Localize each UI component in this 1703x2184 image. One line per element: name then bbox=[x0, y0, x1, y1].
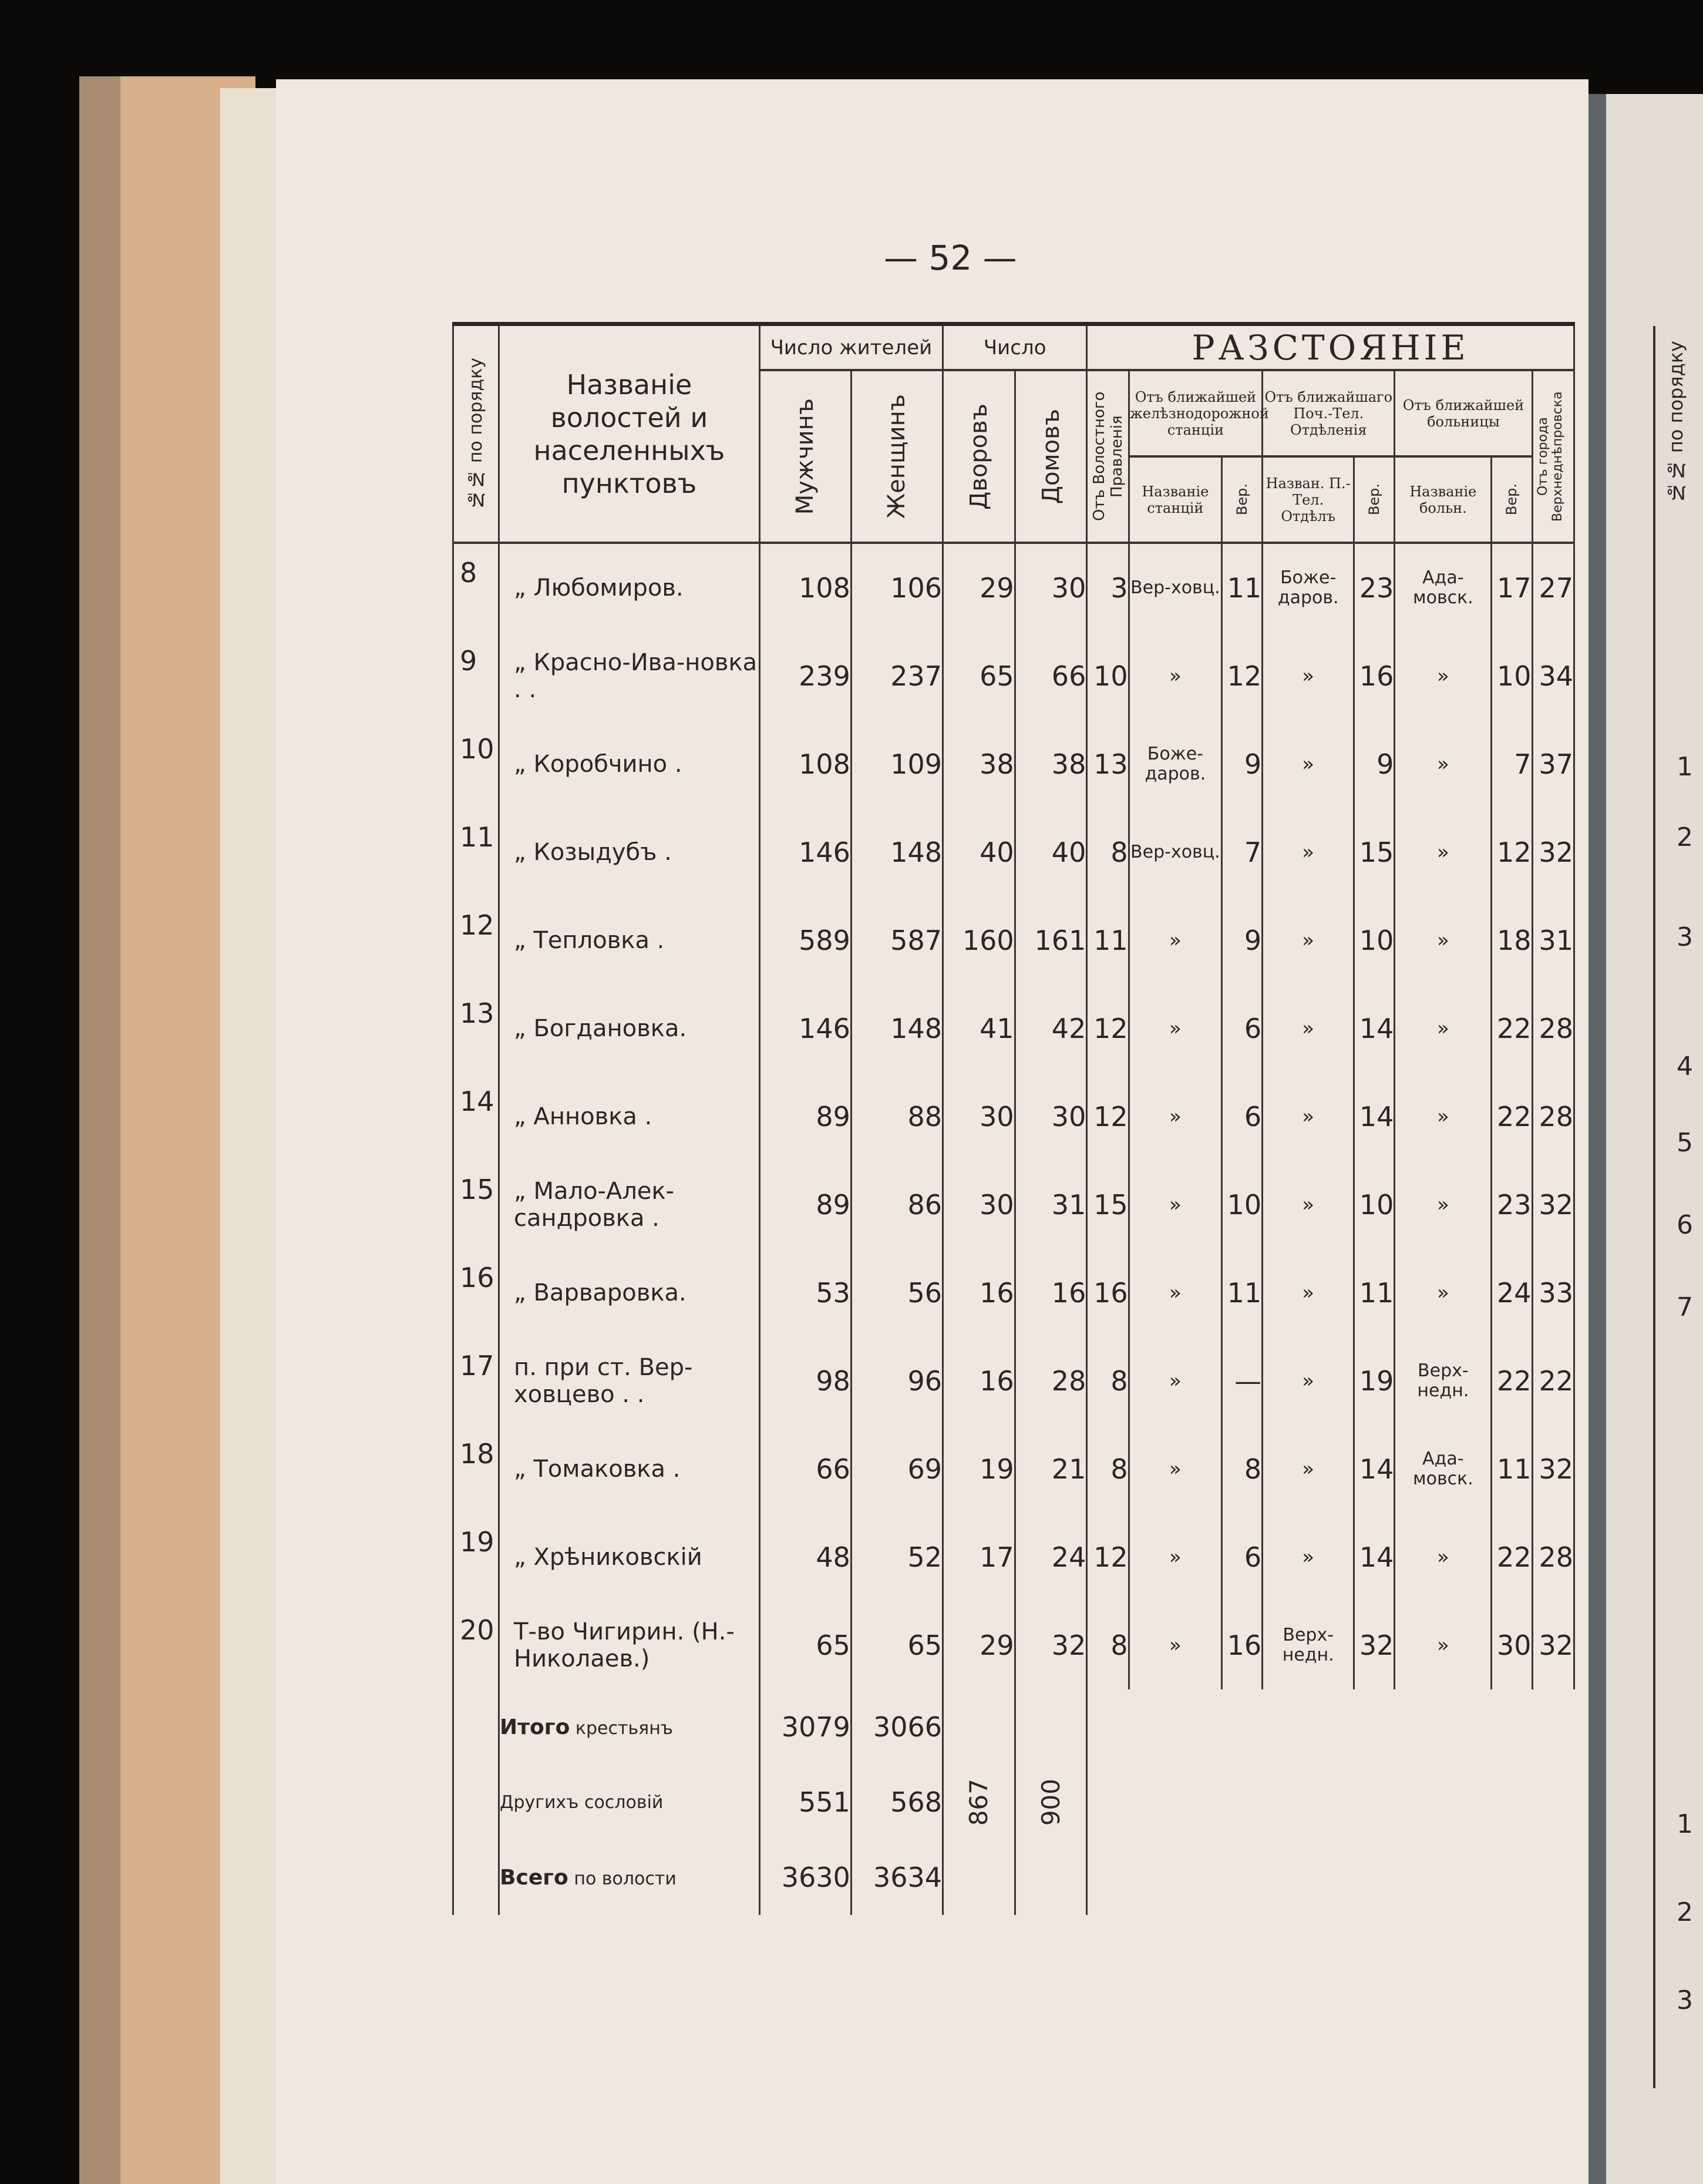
rail-distance: 11 bbox=[1222, 543, 1263, 632]
rail-distance: 7 bbox=[1222, 808, 1263, 896]
rail-station: » bbox=[1129, 1073, 1221, 1161]
women-count: 96 bbox=[851, 1337, 943, 1425]
table-row bbox=[453, 1073, 1574, 1161]
women-count: 587 bbox=[851, 896, 943, 985]
women-count: 148 bbox=[851, 808, 943, 896]
post-distance: 10 bbox=[1354, 896, 1395, 985]
row-number: 9 bbox=[453, 632, 499, 720]
yards-count: 30 bbox=[943, 1073, 1015, 1161]
city-distance: 32 bbox=[1532, 1161, 1574, 1249]
post-distance: 14 bbox=[1354, 1513, 1395, 1601]
rail-distance: 12 bbox=[1222, 632, 1263, 720]
total-others-men: 551 bbox=[759, 1765, 851, 1840]
row-number: 19 bbox=[453, 1513, 499, 1601]
hospital: Ада-мовск. bbox=[1395, 543, 1492, 632]
rail-header: Отъ ближайшей желѣзнодорожной станціи bbox=[1129, 370, 1262, 456]
post-distance: 15 bbox=[1354, 808, 1395, 896]
houses-count: 24 bbox=[1015, 1513, 1087, 1601]
settlement-name: „ Богдановка. bbox=[499, 985, 760, 1073]
men-count: 239 bbox=[759, 632, 851, 720]
rail-distance: 10 bbox=[1222, 1161, 1263, 1249]
page-number: — 52 — bbox=[884, 238, 1017, 278]
table-row bbox=[453, 985, 1574, 1073]
row-number: 18 bbox=[453, 1425, 499, 1513]
city-header: Отъ города Верхнеднѣпровска bbox=[1532, 370, 1574, 543]
rail-distance: 8 bbox=[1222, 1425, 1263, 1513]
yards-count: 40 bbox=[943, 808, 1015, 896]
post-distance: 32 bbox=[1354, 1601, 1395, 1689]
row-number: 12 bbox=[453, 896, 499, 985]
right-page-number: 1 bbox=[1677, 1809, 1693, 1839]
hospital-distance: 17 bbox=[1492, 543, 1532, 632]
total-yards: 867 bbox=[943, 1689, 1015, 1915]
city-distance: 37 bbox=[1532, 720, 1574, 808]
row-number: 11 bbox=[453, 808, 499, 896]
yards-header: Дворовъ bbox=[943, 370, 1015, 543]
hospital: » bbox=[1395, 720, 1492, 808]
post-distance: 10 bbox=[1354, 1161, 1395, 1249]
from-volost-header: Отъ Волостного Правленія bbox=[1087, 370, 1129, 543]
houses-header: Домовъ bbox=[1015, 370, 1087, 543]
volost-distance: 3 bbox=[1087, 543, 1129, 632]
women-count: 88 bbox=[851, 1073, 943, 1161]
row-number: 16 bbox=[453, 1249, 499, 1337]
post-office: Боже-даров. bbox=[1263, 543, 1354, 632]
post-ver-header: Вер. bbox=[1354, 456, 1395, 543]
table-row bbox=[453, 1601, 1574, 1689]
right-page-number: 7 bbox=[1677, 1292, 1693, 1322]
right-page-number: 5 bbox=[1677, 1128, 1693, 1158]
women-count: 65 bbox=[851, 1601, 943, 1689]
volost-distance: 16 bbox=[1087, 1249, 1129, 1337]
total-houses: 900 bbox=[1015, 1689, 1087, 1915]
yards-count: 19 bbox=[943, 1425, 1015, 1513]
table-row bbox=[453, 720, 1574, 808]
hospital-distance: 22 bbox=[1492, 1073, 1532, 1161]
yards-count: 30 bbox=[943, 1161, 1015, 1249]
table-cell bbox=[1087, 1689, 1574, 1915]
post-office: » bbox=[1263, 1161, 1354, 1249]
count-header: Число bbox=[943, 326, 1087, 370]
post-office: » bbox=[1263, 720, 1354, 808]
men-count: 65 bbox=[759, 1601, 851, 1689]
rail-distance: 6 bbox=[1222, 985, 1263, 1073]
post-header: Отъ ближайшаго Поч.-Тел. Отдѣленія bbox=[1263, 370, 1395, 456]
volost-distance: 12 bbox=[1087, 985, 1129, 1073]
table-row bbox=[453, 1513, 1574, 1601]
hospital: » bbox=[1395, 1161, 1492, 1249]
hospital-distance: 22 bbox=[1492, 985, 1532, 1073]
city-distance: 31 bbox=[1532, 896, 1574, 985]
row-number: 13 bbox=[453, 985, 499, 1073]
men-count: 48 bbox=[759, 1513, 851, 1601]
houses-count: 31 bbox=[1015, 1161, 1087, 1249]
post-office: » bbox=[1263, 1073, 1354, 1161]
city-distance: 32 bbox=[1532, 1425, 1574, 1513]
right-page-number: 2 bbox=[1677, 822, 1693, 852]
right-page-number: 2 bbox=[1677, 1897, 1693, 1927]
post-distance: 23 bbox=[1354, 543, 1395, 632]
women-count: 109 bbox=[851, 720, 943, 808]
city-distance: 27 bbox=[1532, 543, 1574, 632]
rail-distance: — bbox=[1222, 1337, 1263, 1425]
settlement-name: „ Томаковка . bbox=[499, 1425, 760, 1513]
table-body bbox=[453, 543, 1574, 1689]
table-cell bbox=[453, 1689, 499, 1765]
yards-count: 16 bbox=[943, 1249, 1015, 1337]
hospital: » bbox=[1395, 1073, 1492, 1161]
post-distance: 14 bbox=[1354, 1425, 1395, 1513]
settlement-name: „ Хрѣниковскій bbox=[499, 1513, 760, 1601]
houses-count: 21 bbox=[1015, 1425, 1087, 1513]
hospital-distance: 12 bbox=[1492, 808, 1532, 896]
city-distance: 22 bbox=[1532, 1337, 1574, 1425]
total-peasants-label: Итого крестьянъ bbox=[499, 1689, 760, 1765]
houses-count: 32 bbox=[1015, 1601, 1087, 1689]
men-count: 108 bbox=[759, 543, 851, 632]
settlement-name: „ Мало-Алек-сандровка . bbox=[499, 1161, 760, 1249]
row-number: 14 bbox=[453, 1073, 499, 1161]
post-distance: 9 bbox=[1354, 720, 1395, 808]
rail-distance: 6 bbox=[1222, 1073, 1263, 1161]
post-office: » bbox=[1263, 1513, 1354, 1601]
post-distance: 11 bbox=[1354, 1249, 1395, 1337]
hospital: » bbox=[1395, 1249, 1492, 1337]
men-count: 66 bbox=[759, 1425, 851, 1513]
total-others-label: Другихъ сословій bbox=[499, 1765, 760, 1840]
table-row bbox=[453, 1249, 1574, 1337]
table-row bbox=[453, 543, 1574, 632]
women-count: 237 bbox=[851, 632, 943, 720]
total-all-women: 3634 bbox=[851, 1840, 943, 1915]
settlement-name: „ Тепловка . bbox=[499, 896, 760, 985]
volost-distance: 15 bbox=[1087, 1161, 1129, 1249]
settlement-name: „ Козыдубъ . bbox=[499, 808, 760, 896]
settlement-name: п. при ст. Вер-ховцево . . bbox=[499, 1337, 760, 1425]
rail-station: » bbox=[1129, 1601, 1221, 1689]
yards-count: 160 bbox=[943, 896, 1015, 985]
table-row bbox=[453, 1425, 1574, 1513]
yards-count: 41 bbox=[943, 985, 1015, 1073]
rail-station: Вер-ховц. bbox=[1129, 543, 1221, 632]
yards-count: 29 bbox=[943, 543, 1015, 632]
post-office: » bbox=[1263, 808, 1354, 896]
volost-distance: 8 bbox=[1087, 1601, 1129, 1689]
post-distance: 16 bbox=[1354, 632, 1395, 720]
rail-distance: 16 bbox=[1222, 1601, 1263, 1689]
men-count: 146 bbox=[759, 985, 851, 1073]
yards-count: 29 bbox=[943, 1601, 1015, 1689]
yards-count: 65 bbox=[943, 632, 1015, 720]
volost-distance: 12 bbox=[1087, 1513, 1129, 1601]
hospital-distance: 10 bbox=[1492, 632, 1532, 720]
total-peasants-women: 3066 bbox=[851, 1689, 943, 1765]
men-count: 98 bbox=[759, 1337, 851, 1425]
houses-count: 40 bbox=[1015, 808, 1087, 896]
houses-count: 38 bbox=[1015, 720, 1087, 808]
hospital-distance: 11 bbox=[1492, 1425, 1532, 1513]
city-distance: 34 bbox=[1532, 632, 1574, 720]
right-page-number: 6 bbox=[1677, 1210, 1693, 1240]
hosp-header: Отъ ближайшей больницы bbox=[1395, 370, 1532, 456]
population-table bbox=[452, 326, 1575, 1915]
hospital-distance: 30 bbox=[1492, 1601, 1532, 1689]
hosp-ver-header: Вер. bbox=[1492, 456, 1532, 543]
rail-distance: 9 bbox=[1222, 720, 1263, 808]
settlement-name: „ Красно-Ива-новка . . bbox=[499, 632, 760, 720]
women-count: 148 bbox=[851, 985, 943, 1073]
table-row bbox=[453, 896, 1574, 985]
hospital: » bbox=[1395, 632, 1492, 720]
col-num-header: №№ по порядку bbox=[453, 326, 499, 543]
post-office: Верх-недн. bbox=[1263, 1601, 1354, 1689]
hospital-distance: 22 bbox=[1492, 1513, 1532, 1601]
table-row bbox=[453, 632, 1574, 720]
total-others-women: 568 bbox=[851, 1765, 943, 1840]
men-header: Мужчинъ bbox=[759, 370, 851, 543]
rail-station: » bbox=[1129, 1161, 1221, 1249]
volost-distance: 8 bbox=[1087, 1425, 1129, 1513]
women-count: 52 bbox=[851, 1513, 943, 1601]
houses-count: 30 bbox=[1015, 543, 1087, 632]
inhabitants-header: Число жителей bbox=[759, 326, 943, 370]
post-office: » bbox=[1263, 896, 1354, 985]
hospital-distance: 24 bbox=[1492, 1249, 1532, 1337]
women-count: 106 bbox=[851, 543, 943, 632]
hospital: » bbox=[1395, 896, 1492, 985]
right-page-header: №№ по порядку bbox=[1665, 341, 1687, 504]
table-cell bbox=[453, 1765, 499, 1840]
rail-station: » bbox=[1129, 1249, 1221, 1337]
row-number: 20 bbox=[453, 1601, 499, 1689]
settlement-name: Т-во Чигирин. (Н.-Николаев.) bbox=[499, 1601, 760, 1689]
total-all-label: Всего по волости bbox=[499, 1840, 760, 1915]
hosp-name-header: Названіе больн. bbox=[1395, 456, 1492, 543]
houses-count: 16 bbox=[1015, 1249, 1087, 1337]
post-office: » bbox=[1263, 1249, 1354, 1337]
post-name-header: Назван. П.-Тел. Отдѣлъ bbox=[1263, 456, 1354, 543]
city-distance: 28 bbox=[1532, 1513, 1574, 1601]
settlement-name: „ Варваровка. bbox=[499, 1249, 760, 1337]
rail-name-header: Названіе станцій bbox=[1129, 456, 1221, 543]
hospital-distance: 7 bbox=[1492, 720, 1532, 808]
col-name-header: Названіе волостей и населенныхъ пунктовъ bbox=[499, 326, 760, 543]
hospital: » bbox=[1395, 985, 1492, 1073]
post-distance: 14 bbox=[1354, 985, 1395, 1073]
rail-station: » bbox=[1129, 985, 1221, 1073]
women-count: 69 bbox=[851, 1425, 943, 1513]
hospital: » bbox=[1395, 808, 1492, 896]
city-distance: 28 bbox=[1532, 1073, 1574, 1161]
right-page-number: 4 bbox=[1677, 1051, 1693, 1081]
city-distance: 33 bbox=[1532, 1249, 1574, 1337]
women-count: 56 bbox=[851, 1249, 943, 1337]
right-page-number: 3 bbox=[1677, 922, 1693, 952]
houses-count: 66 bbox=[1015, 632, 1087, 720]
yards-count: 17 bbox=[943, 1513, 1015, 1601]
table-top-rule bbox=[452, 322, 1575, 326]
distance-header: РАЗСТОЯНІЕ bbox=[1087, 326, 1574, 370]
hospital: » bbox=[1395, 1601, 1492, 1689]
men-count: 89 bbox=[759, 1073, 851, 1161]
rail-ver-header: Вер. bbox=[1222, 456, 1263, 543]
total-all-men: 3630 bbox=[759, 1840, 851, 1915]
post-office: » bbox=[1263, 1425, 1354, 1513]
men-count: 53 bbox=[759, 1249, 851, 1337]
volost-distance: 12 bbox=[1087, 1073, 1129, 1161]
post-distance: 19 bbox=[1354, 1337, 1395, 1425]
row-number: 10 bbox=[453, 720, 499, 808]
men-count: 89 bbox=[759, 1161, 851, 1249]
rail-station: Боже-даров. bbox=[1129, 720, 1221, 808]
table-cell bbox=[453, 1840, 499, 1915]
post-distance: 14 bbox=[1354, 1073, 1395, 1161]
rail-station: » bbox=[1129, 1337, 1221, 1425]
hospital-distance: 18 bbox=[1492, 896, 1532, 985]
volost-distance: 13 bbox=[1087, 720, 1129, 808]
settlement-name: „ Коробчино . bbox=[499, 720, 760, 808]
women-header: Женщинъ bbox=[851, 370, 943, 543]
post-office: » bbox=[1263, 985, 1354, 1073]
row-number: 8 bbox=[453, 543, 499, 632]
table-row bbox=[453, 808, 1574, 896]
houses-count: 161 bbox=[1015, 896, 1087, 985]
settlement-name: „ Любомиров. bbox=[499, 543, 760, 632]
men-count: 146 bbox=[759, 808, 851, 896]
volost-distance: 11 bbox=[1087, 896, 1129, 985]
yards-count: 38 bbox=[943, 720, 1015, 808]
houses-count: 28 bbox=[1015, 1337, 1087, 1425]
hospital: » bbox=[1395, 1513, 1492, 1601]
rail-station: » bbox=[1129, 632, 1221, 720]
rail-distance: 9 bbox=[1222, 896, 1263, 985]
row-number: 15 bbox=[453, 1161, 499, 1249]
volost-distance: 8 bbox=[1087, 808, 1129, 896]
hospital: Ада-мовск. bbox=[1395, 1425, 1492, 1513]
city-distance: 32 bbox=[1532, 808, 1574, 896]
table-row bbox=[453, 1161, 1574, 1249]
men-count: 108 bbox=[759, 720, 851, 808]
city-distance: 32 bbox=[1532, 1601, 1574, 1689]
right-page-number: 1 bbox=[1677, 752, 1693, 782]
post-office: » bbox=[1263, 632, 1354, 720]
row-number: 17 bbox=[453, 1337, 499, 1425]
hospital: Верх-недн. bbox=[1395, 1337, 1492, 1425]
women-count: 86 bbox=[851, 1161, 943, 1249]
volost-distance: 8 bbox=[1087, 1337, 1129, 1425]
rail-distance: 6 bbox=[1222, 1513, 1263, 1601]
rail-station: Вер-ховц. bbox=[1129, 808, 1221, 896]
rail-station: » bbox=[1129, 896, 1221, 985]
houses-count: 42 bbox=[1015, 985, 1087, 1073]
houses-count: 30 bbox=[1015, 1073, 1087, 1161]
right-page-number: 3 bbox=[1677, 1985, 1693, 2015]
hospital-distance: 23 bbox=[1492, 1161, 1532, 1249]
hospital-distance: 22 bbox=[1492, 1337, 1532, 1425]
total-peasants-men: 3079 bbox=[759, 1689, 851, 1765]
rail-station: » bbox=[1129, 1425, 1221, 1513]
post-office: » bbox=[1263, 1337, 1354, 1425]
yards-count: 16 bbox=[943, 1337, 1015, 1425]
city-distance: 28 bbox=[1532, 985, 1574, 1073]
volost-distance: 10 bbox=[1087, 632, 1129, 720]
rail-distance: 11 bbox=[1222, 1249, 1263, 1337]
table-row bbox=[453, 1337, 1574, 1425]
settlement-name: „ Анновка . bbox=[499, 1073, 760, 1161]
totals-body bbox=[453, 1689, 1574, 1915]
book-cover-edge bbox=[79, 76, 120, 2184]
rail-station: » bbox=[1129, 1513, 1221, 1601]
men-count: 589 bbox=[759, 896, 851, 985]
